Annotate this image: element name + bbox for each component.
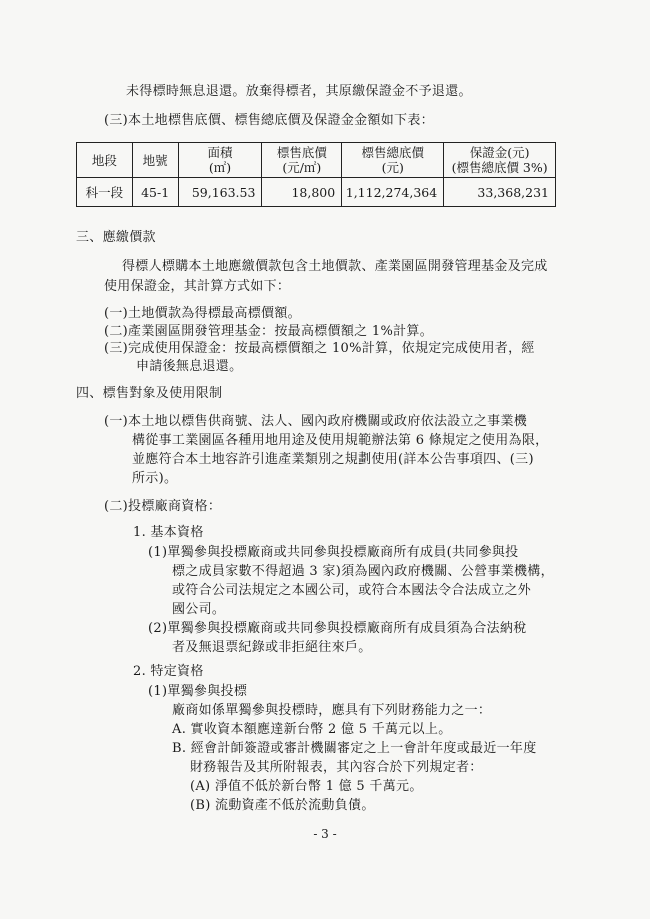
text-line: 國公司。 xyxy=(172,602,226,617)
table-row xyxy=(77,178,556,207)
list-item: (一)本土地以標售供商號、法人、國內政府機關或政府依法設立之事業機 xyxy=(104,414,528,429)
subsection-heading: 1. 基本資格 xyxy=(133,525,204,540)
table-header-row xyxy=(77,143,556,178)
list-item: (A) 淨值不低於新台幣 1 億 5 千萬元。 xyxy=(190,779,423,794)
text-line: 構從事工業園區各種用地用途及使用規範辦法第 6 條規定之使用為限， xyxy=(132,433,549,448)
section-heading: 四、標售對象及使用限制 xyxy=(76,386,223,401)
header-cell: 地號 xyxy=(132,143,178,178)
table-cell: 33,368,231 xyxy=(444,178,556,207)
header-cell: 保證金(元) (標售總底價 3%) xyxy=(444,143,556,178)
header-cell: 面積 (㎡) xyxy=(178,143,262,178)
text-line: 申請後無息退還。 xyxy=(136,359,243,374)
list-item: (一)土地價款為得標最高標價額。 xyxy=(104,306,301,321)
list-item: A. 實收資本額應達新台幣 2 億 5 千萬元以上。 xyxy=(172,722,452,737)
list-item: (2)單獨參與投標廠商或共同參與投標廠商所有成員須為合法納稅 xyxy=(148,621,527,636)
text-line: 使用保證金，其計算方式如下： xyxy=(104,279,291,294)
list-item: (1)單獨參與投標廠商或共同參與投標廠商所有成員(共同參與投 xyxy=(148,545,519,560)
section-heading: 三、應繳價款 xyxy=(76,230,156,245)
header-cell: 標售底價 (元/㎡) xyxy=(262,143,342,178)
list-item: (二)投標廠商資格： xyxy=(104,499,222,514)
table-intro: (三)本土地標售底價、標售總底價及保證金金額如下表： xyxy=(104,113,434,128)
subsection-heading: 2. 特定資格 xyxy=(133,664,204,679)
text-line: 未得標時無息退還。放棄得標者，其原繳保證金不予退還。 xyxy=(126,84,472,99)
text-line: 標之成員家數不得超過 3 家)須為國內政府機關、公營事業機構， xyxy=(172,564,554,579)
price-table xyxy=(76,142,556,207)
header-cell: 標售總底價 (元) xyxy=(342,143,444,178)
header-cell: 地段 xyxy=(77,143,133,178)
text-line: 得標人標購本土地應繳價款包含土地價款、產業園區開發管理基金及完成 xyxy=(122,259,548,274)
table-cell: 45-1 xyxy=(132,178,178,207)
table-cell: 科一段 xyxy=(77,178,133,207)
text-line: 並應符合本土地容許引進產業類別之規劃使用(詳本公告事項四、(三) xyxy=(132,452,534,467)
table-cell: 59,163.53 xyxy=(178,178,262,207)
text-line: 廠商如係單獨參與投標時，應具有下列財務能力之一： xyxy=(172,703,492,718)
list-item: (二)產業園區開發管理基金：按最高標價額之 1%計算。 xyxy=(104,324,433,339)
page-number: - 3 - xyxy=(313,827,337,841)
text-line: 或符合公司法規定之本國公司，或符合本國法令合法成立之外 xyxy=(172,583,532,598)
list-item: (三)完成使用保證金：按最高標價額之 10%計算，依規定完成使用者，經 xyxy=(104,341,535,356)
list-item: (B) 流動資產不低於流動負債。 xyxy=(190,798,375,813)
text-line: 財務報告及其所附報表，其內容合於下列規定者： xyxy=(190,760,483,775)
list-item: B. 經會計師簽證或審計機關審定之上一會計年度或最近一年度 xyxy=(172,741,537,756)
table-cell: 1,112,274,364 xyxy=(342,178,444,207)
list-item: (1)單獨參與投標 xyxy=(148,684,248,699)
table-cell: 18,800 xyxy=(262,178,342,207)
text-line: 者及無退票紀錄或非拒絕往來戶。 xyxy=(172,640,372,655)
text-line: 所示)。 xyxy=(132,471,178,486)
